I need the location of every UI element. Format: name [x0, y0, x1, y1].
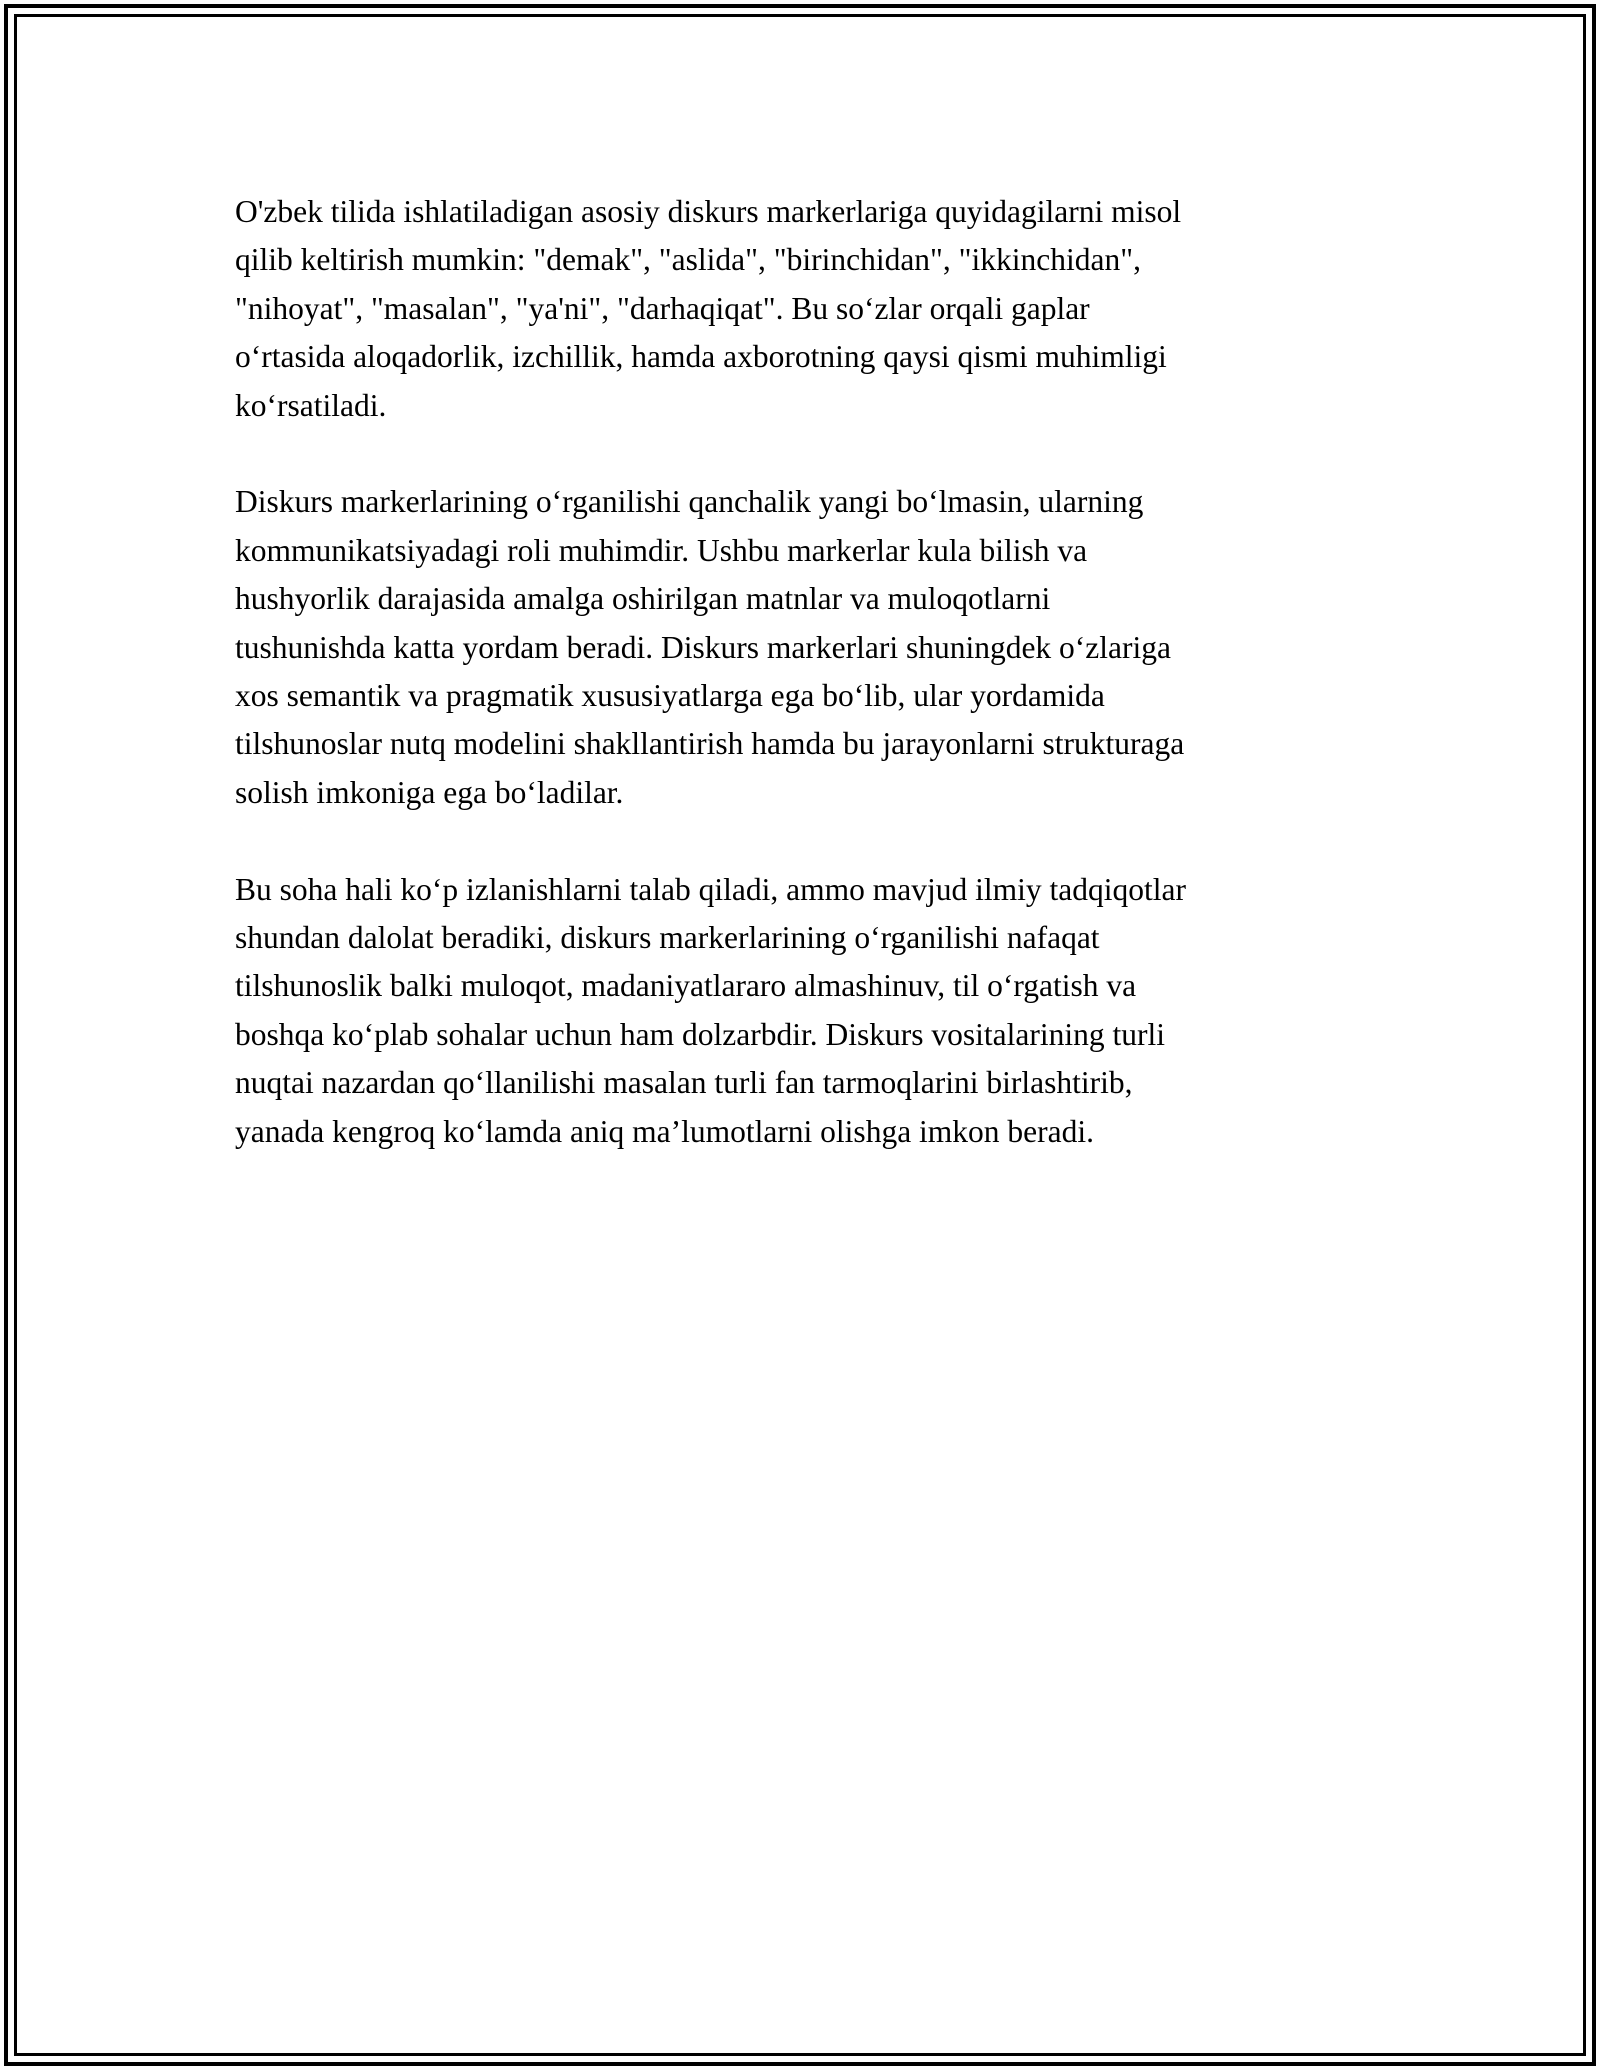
document-body	[235, 188, 1365, 1204]
paragraph-2	[235, 478, 1365, 817]
text-line: tilshunoslar nutq modelini shakllantirish hamda bu jarayonlarni strukturaga	[235, 726, 1185, 762]
text-line: hushyorlik darajasida amalga oshirilgan matnlar va muloqotlarni	[235, 581, 1051, 617]
text-line: solish imkoniga ega bo‘ladilar.	[235, 774, 624, 810]
text-line: "nihoyat", "masalan", "ya'ni", "darhaqiqat". Bu so‘zlar orqali gaplar	[235, 290, 1090, 326]
text-line: Bu soha hali ko‘p izlanishlarni talab qiladi, ammo mavjud ilmiy tadqiqotlar	[235, 871, 1186, 907]
paragraph-1	[235, 188, 1365, 430]
text-line: qilib keltirish mumkin: "demak", "aslida", "birinchidan", "ikkinchidan",	[235, 242, 1141, 278]
paragraph-3	[235, 866, 1365, 1156]
text-line: tilshunoslik balki muloqot, madaniyatlararo almashinuv, til o‘rgatish va	[235, 968, 1137, 1004]
text-line: ko‘rsatiladi.	[235, 387, 387, 423]
text-line: Diskurs markerlarining o‘rganilishi qanchalik yangi bo‘lmasin, ularning	[235, 484, 1144, 520]
text-line: kommunikatsiyadagi roli muhimdir. Ushbu markerlar kula bilish va	[235, 532, 1088, 568]
text-line: xos semantik va pragmatik xususiyatlarga ega bo‘lib, ular yordamida	[235, 678, 1105, 714]
text-line: O'zbek tilida ishlatiladigan asosiy diskurs markerlariga quyidagilarni misol	[235, 194, 1182, 229]
text-line: boshqa ko‘plab sohalar uchun ham dolzarbdir. Diskurs vositalarining turli	[235, 1016, 1165, 1052]
text-line: tushunishda katta yordam beradi. Diskurs markerlari shuningdek o‘zlariga	[235, 629, 1171, 665]
text-line: o‘rtasida aloqadorlik, izchillik, hamda axborotning qaysi qismi muhimligi	[235, 339, 1167, 375]
text-line: yanada kengroq ko‘lamda aniq ma’lumotlarni olishga imkon beradi.	[235, 1113, 1095, 1149]
text-line: nuqtai nazardan qo‘llanilishi masalan turli fan tarmoqlarini birlashtirib,	[235, 1065, 1133, 1101]
text-line: shundan dalolat beradiki, diskurs markerlarining o‘rganilishi nafaqat	[235, 920, 1100, 956]
